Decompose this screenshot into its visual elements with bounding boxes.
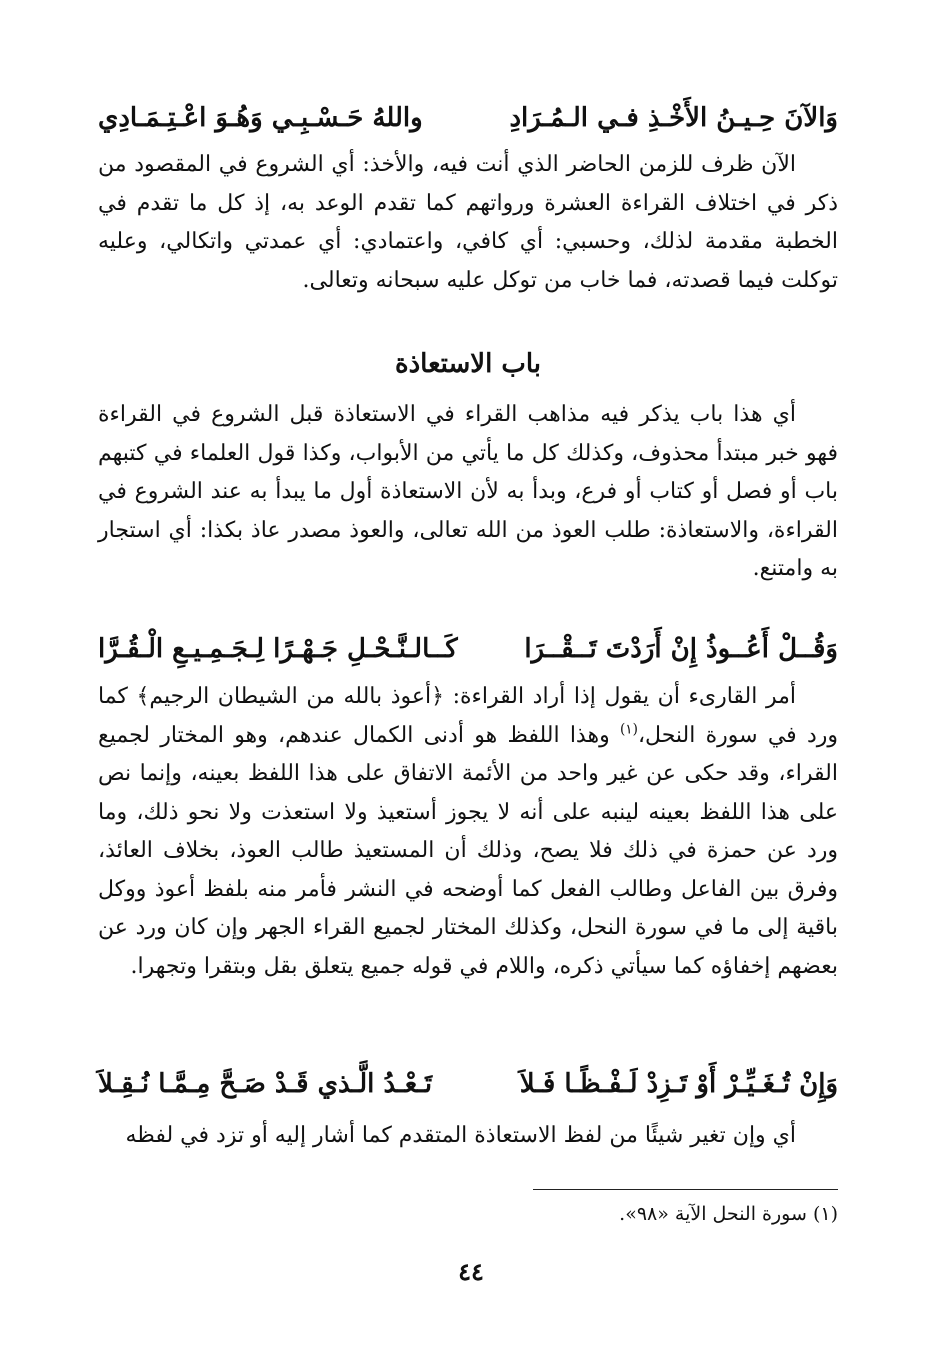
paragraph-3-opening: أمر القارىء أن يقول إذا أراد القراءة: ﴿أعوذ بالله من الشيطان الرجيم﴾ كما ورد في سورة النحل، — [98, 684, 838, 748]
paragraph-commentary-4: أي وإن تغير شيئًا من لفظ الاستعاذة المتقدم كما أشار إليه أو تزد في لفظه — [125, 1123, 796, 1148]
paragraph-commentary-1: الآن ظرف للزمن الحاضر الذي أنت فيه، والأخذ: أي الشروع في المقصود من ذكر في اختلاف القراءة العشرة ورواتهم كما تقدم الوعد به، إذ كل ما تقدم في الخطبة مقدمة لذلك، وحسبي: أي كافي، واعتمادي: أي عمدتي واتكالي، وعليه توكلت فيما قصدته، فما خاب من توكل عليه سبحانه وتعالى. — [98, 152, 838, 293]
paragraph-3-continuation: وهذا اللفظ هو أدنى الكمال عندهم، وهو المختار لجميع القراء، وقد حكى عن غير واحد من الأئمة الاتفاق على هذا اللفظ بعينه، وإنما نص على هذا اللفظ بعينه لينبه على أنه لا يجوز أستعيذ ولا استعذت ولا نحو ذلك، وما ورد عن حمزة في ذلك فلا يصح، وذلك أن المستعيذ طالب العوذ، بخلاف العائذ، وفرق بين الفاعل وطالب الفعل كما أوضحه في النشر فأمر منه بلفظ أعوذ ووكل باقية إلى ما في سورة النحل، وكذلك المختار لجميع القراء الجهر وإن كان ورد عن بعضهم إخفاؤه كما سيأتي ذكره، واللام في قوله جميع يتعلق بقل وبتقرا وتجهرا. — [98, 722, 838, 979]
verse-1-first-hemistich: وَالآنَ حِـيـنُ الأَخْـذِ فـي الـمُـرَادِ — [509, 103, 838, 133]
verse-line-1 — [98, 95, 838, 141]
paragraph-commentary-3 — [98, 678, 838, 986]
footnote-text: (١) سورة النحل الآية «٩٨». — [619, 1203, 838, 1225]
verse-3-second-hemistich: تَـعْـدُ الَّـذي قَـدْ صَـحَّ مِـمَّـا نُـقِـلاَ — [98, 1069, 433, 1099]
verse-2-first-hemistich: وَقُــلْ أَعُــوذُ إِنْ أَرَدْتَ تَــقْــرَا — [524, 634, 838, 664]
footnote-separator — [533, 1189, 838, 1190]
verse-line-2 — [98, 626, 838, 672]
paragraph-commentary-2: أي هذا باب يذكر فيه مذاهب القراء في الاستعاذة قبل الشروع في القراءة فهو خبر مبتدأ محذوف، وكذلك كل ما يأتي من الأبواب، وكذا قول العلماء في كتبهم باب أو فصل أو كتاب أو فرع، وبدأ به لأن الاستعاذة أول ما يبدأ به عند الشروع في القراءة، والاستعاذة: طلب العوذ من الله تعالى، والعوذ مصدر عاذ بكذا: أي استجار به وامتنع. — [98, 402, 838, 581]
footnote-reference-mark: (١) — [619, 721, 638, 738]
verse-1-second-hemistich: واللهُ حَـسْـبِـي وَهُـوَ اعْـتِـمَـادِي — [98, 103, 423, 133]
section-heading: باب الاستعاذة — [394, 349, 542, 379]
verse-3-first-hemistich: وَإِنْ تُـغَـيِّـرْ أَوْ تَـزِدْ لَـفْـظًـا فَـلاَ — [519, 1069, 838, 1099]
verse-line-3 — [98, 1061, 838, 1107]
page-number: ٤٤ — [458, 1257, 484, 1286]
verse-2-second-hemistich: كَــالـنَّـحْـلِ جَـهْـرًا لِـجَـمِـيـعِ الْـقُـرَّا — [98, 634, 458, 664]
